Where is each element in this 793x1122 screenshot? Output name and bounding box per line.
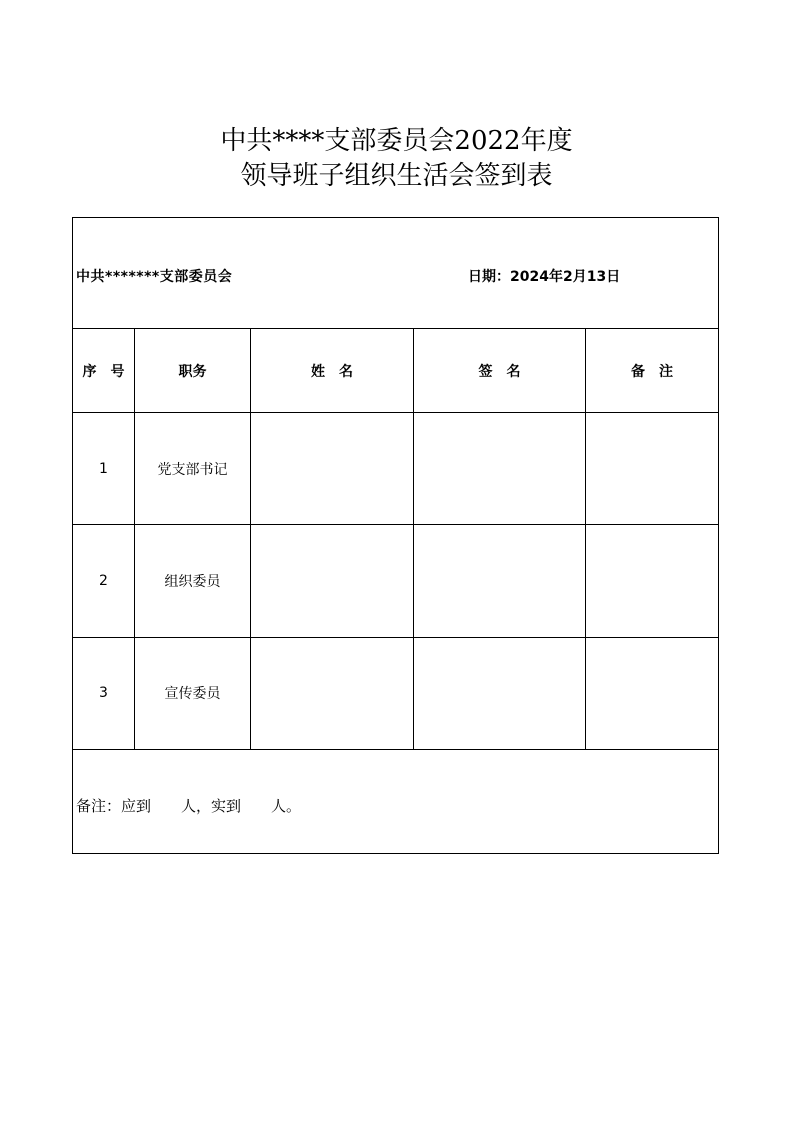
row-name-cell[interactable] xyxy=(251,637,414,749)
row-position: 组织委员 xyxy=(135,525,251,637)
row-signature-cell[interactable] xyxy=(414,413,586,525)
column-header-row xyxy=(73,329,719,413)
date-label: 日期： xyxy=(468,269,510,285)
row-name-cell[interactable] xyxy=(251,525,414,637)
table-header-row xyxy=(73,218,719,329)
column-header-remark: 备 注 xyxy=(586,329,719,413)
row-name-cell[interactable] xyxy=(251,413,414,525)
row-seq: 3 xyxy=(73,637,135,749)
row-position: 宣传委员 xyxy=(135,637,251,749)
header-cell xyxy=(73,218,719,329)
date-value: 2024年2月13日 xyxy=(510,269,621,285)
row-remark-cell[interactable] xyxy=(586,525,719,637)
row-remark-cell[interactable] xyxy=(586,413,719,525)
attendance-note: 备注：应到 人，实到 人。 xyxy=(76,796,302,815)
row-signature-cell[interactable] xyxy=(414,525,586,637)
footer-row xyxy=(73,749,719,853)
table-row xyxy=(73,637,719,749)
row-remark-cell[interactable] xyxy=(586,637,719,749)
row-signature-cell[interactable] xyxy=(414,637,586,749)
column-header-position: 职务 xyxy=(135,329,251,413)
column-header-name: 姓 名 xyxy=(251,329,414,413)
organization-name: 中共*******支部委员会 xyxy=(76,269,233,285)
row-seq: 2 xyxy=(73,525,135,637)
document-title-line-1: 中共****支部委员会2022年度 xyxy=(220,126,573,156)
date-line xyxy=(468,266,620,286)
footer-cell xyxy=(73,749,719,853)
row-position: 党支部书记 xyxy=(135,413,251,525)
row-seq: 1 xyxy=(73,413,135,525)
sign-in-table xyxy=(72,217,719,854)
table-row xyxy=(73,413,719,525)
column-header-seq: 序 号 xyxy=(73,329,135,413)
table-row xyxy=(73,525,719,637)
column-header-signature: 签 名 xyxy=(414,329,586,413)
document-title-line-2: 领导班子组织生活会签到表 xyxy=(240,161,553,191)
